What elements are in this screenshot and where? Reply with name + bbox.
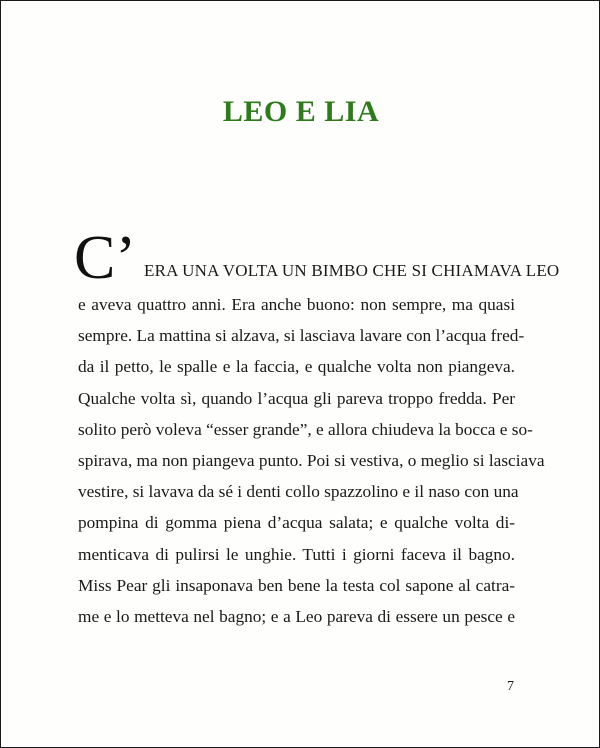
text-line: e aveva quattro anni. Era anche buono: non sempre, ma quasi [78,295,515,314]
text-line: vestire, si lavava da sé i denti collo spazzolino e il naso con una [78,482,519,502]
body-text [74,224,560,632]
page-number: 7 [507,679,514,694]
small-caps-opening: ERA UNA VOLTA UN BIMBO CHE SI CHIAMAVA LEO [144,261,560,280]
text-line: me e lo metteva nel bagno; e a Leo pareva di essere un pesce e [78,606,515,626]
text-line: Qualche volta sì, quando l’acqua gli pareva troppo fredda. Per [78,388,515,408]
chapter-title: LEO E LIA [222,95,380,128]
text-line: solito però voleva “esser grande”, e allora chiudeva la bocca e so- [78,419,533,439]
text-line: da il petto, le spalle e la faccia, e qualche volta non piangeva. [78,357,515,377]
text-line: pompina di gomma piena d’acqua salata; e qualche volta di- [78,513,515,533]
text-line: menticava di pulirsi le unghie. Tutti i giorni faceva il bagno. [78,544,515,564]
text-line: spirava, ma non piangeva punto. Poi si vestiva, o meglio si lasciava [78,450,545,470]
text-line: sempre. La mattina si alzava, si lasciava lavare con l’acqua fred- [78,326,525,346]
drop-cap: C’ [74,224,136,292]
opening-line [74,224,560,292]
text-line: Miss Pear gli insaponava ben bene la testa col sapone al catra- [78,575,515,595]
